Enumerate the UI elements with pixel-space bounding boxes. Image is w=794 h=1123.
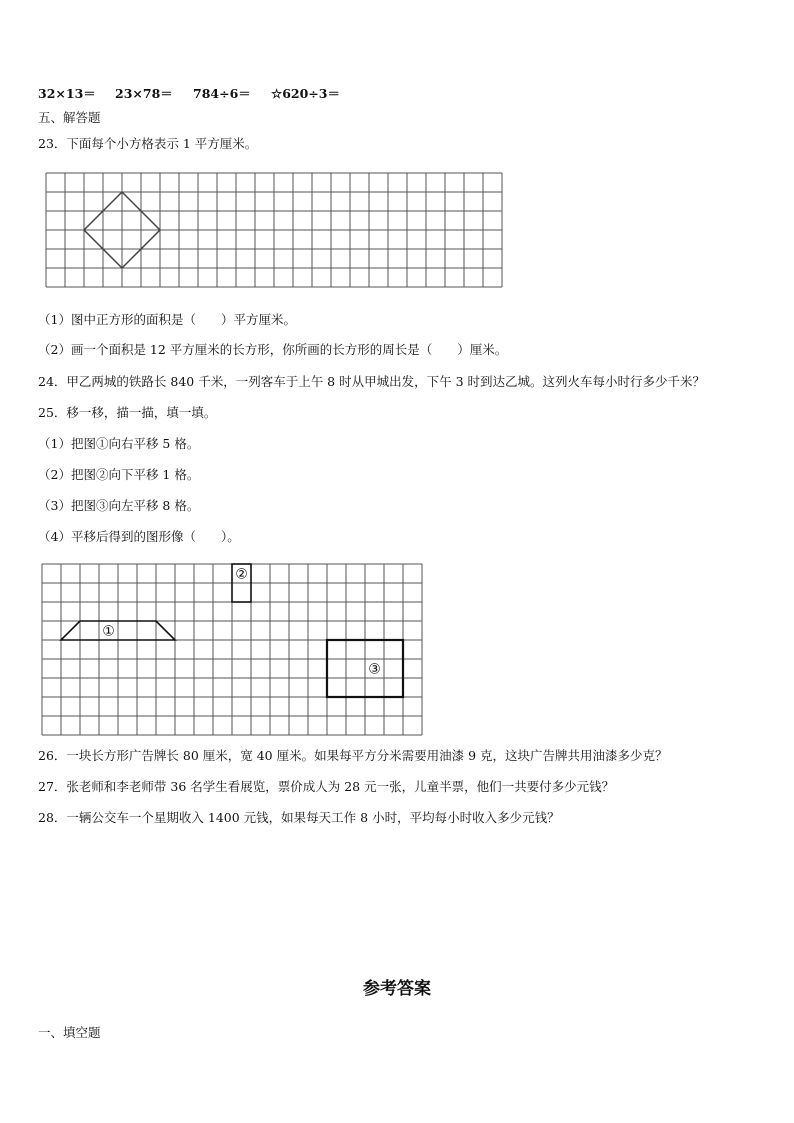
q24-text: 24．甲乙两城的铁路长 840 千米，一列客车于上午 8 时从甲城出发，下午 3 时到达乙城。这列火车每小时行多少千米？ — [38, 374, 706, 389]
q25-translation-grid — [40, 562, 424, 736]
calc-3: 784÷6＝ — [193, 86, 251, 101]
q23-square-grid — [44, 171, 504, 291]
figure-2-label: ② — [235, 566, 248, 583]
calc-2: 23×78＝ — [115, 86, 173, 101]
q25-stem: 25．移一移，描一描，填一填。 — [38, 405, 217, 420]
q25-part1: （1）把图①向右平移 5 格。 — [38, 436, 200, 451]
figure-1-label: ① — [102, 623, 115, 640]
calc-4: ☆620÷3＝ — [271, 86, 340, 101]
q23-part1: （1）图中正方形的面积是（ ）平方厘米。 — [38, 312, 296, 327]
answers-title: 参考答案 — [363, 979, 431, 999]
q28-text: 28．一辆公交车一个星期收入 1400 元钱，如果每天工作 8 小时，平均每小时收入多少元钱？ — [38, 810, 560, 825]
q26-text: 26．一块长方形广告牌长 80 厘米，宽 40 厘米。如果每平方分米需要用油漆 9 克，这块广告牌共用油漆多少克？ — [38, 748, 668, 763]
q23-part2: （2）画一个面积是 12 平方厘米的长方形，你所画的长方形的周长是（ ）厘米。 — [38, 342, 508, 357]
calc-1: 32×13＝ — [38, 86, 96, 101]
q25-part2: （2）把图②向下平移 1 格。 — [38, 467, 200, 482]
answers-section-1: 一、填空题 — [38, 1025, 101, 1040]
q25-part3: （3）把图③向左平移 8 格。 — [38, 498, 200, 513]
q25-part4: （4）平移后得到的图形像（ ）。 — [38, 529, 240, 544]
figure-3-label: ③ — [368, 661, 381, 678]
q23-stem: 23．下面每个小方格表示 1 平方厘米。 — [38, 136, 258, 151]
section-heading-5: 五、解答题 — [38, 110, 101, 125]
q27-text: 27．张老师和李老师带 36 名学生看展览，票价成人为 28 元一张，儿童半票，他们一共要付多少元钱？ — [38, 779, 615, 794]
